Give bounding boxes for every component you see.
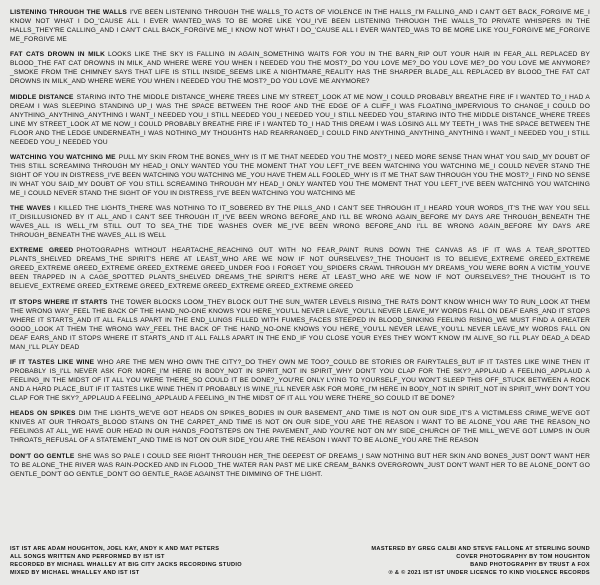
song-lyrics: STARING INTO THE MIDDLE DISTANCE_WHERE TREES LINE MY STREET_LOOK AT ME NOW_I COULD PROBABLY BREATHE FIRE IF I WANTED TO_I HAD A DREAM I WAS SLEEPING STANDING UP_I WAS THE SPACE BETWEEN THE ROOF AND THE EDGE OF A CLIFF_I WAS FLOATING_IMPERVIOUS TO CHANGE_I COULD DO ANYTHING_ANYTHING_ANYTHING I WANT_I NEEDED YOU_I STILL NEEDED YOU_I NEEDED YOU_I STILL NEEDED YOU_STARING INTO THE MIDDLE DISTANCE_WHERE TREES LINE MY STREET_LOOK AT ME NOW_I COULD PROBABLY BREATHE FIRE IF I WANTED TO_I HAD THIS DREAM I WAS LOSING ALL MY TEETH_I WAS THE SPACE BETWEEN THE FLOOR AND THE LEDGE UNDERNEATH_I WAS NOTHING_MY THOUGHTS HAD REARRANGED_I COULD FIND ANYTHING_ANYTHING_ANYTHING I WANT_I NEEDED YOU_I STILL NEEDED YOU_I NEEDED YOU: [10, 93, 590, 146]
song-title: MIDDLE DISTANCE: [10, 93, 74, 101]
credit-line: RECORDED BY MICHAEL WHALLEY AT BIG CITY JACKS RECORDING STUDIO: [10, 561, 242, 568]
song-title: IT STOPS WHERE IT STARTS: [10, 298, 108, 306]
song-extreme-greed: [10, 246, 590, 291]
song-lyrics: DIM THE LIGHTS_WE'VE GOT HEADS ON SPIKES_BODIES IN OUR BASEMENT_AND TIME IS NOT ON OUR SIDE_IT'S A VICTIMLESS CRIME_WE'VE GOT KNIVES AT OUR THROATS_BLOOD STAINS ON THE CARPET_AND TIME IS NOT ON OUR SIDE_YOU ARE THE REASON I WANT TO BE ALONE_YOU ARE THE REASON_NO FEELINGS AT ALL_WE HAVE OUR HEAD IN OUR HANDS_FOOTSTEPS ON THE PAVEMENT_AND YOU'RE NOT ON MY SIDE_CHURCH OF THE MILL_WE'VE GOT LUMPS IN OUR THROATS_REFUSAL OF A STATEMENT_AND TIME IS NOT ON OUR SIDE_YOU ARE THE REASON I WANT TO BE ALONE_YOU ARE THE REASON: [10, 410, 591, 445]
credits-right: [371, 546, 590, 578]
song-lyrics: PULL MY SKIN FROM THE BONES_WHY IS IT ME THAT NEEDED YOU THE MOST?_I NEED MORE SENSE THAN WHAT YOU SAID_MY DOUBT OF THIS STILL SCREAMING THROUGH MY HEAD_I ONLY WANTED YOU THE MOMENT THAT YOU LEFT_I'VE BEEN WATCHING YOU WATCHING ME_I COULD NEVER STAND THE SIGHT OF YOU IN DISTRESS_I'VE BEEN WATCHING YOU WATCHING ME_YOU HAVE THEM ALL FOOLED_WHY IS IT ME THAT SAW THROUGH YOU THE MOST?_I FIND NO SENSE IN WHAT YOU SAID_MY DOUBT OF YOU STILL SCREAMING THROUGH MY HEAD_I ONLY WANTED YOU THE MOMENT THAT YOU LEFT_I'VE BEEN WATCHING YOU WATCHING ME_I COULD NEVER STAND THE SIGHT OF YOU IN DISTRESS_I'VE BEEN WATCHING YOU WATCHING ME: [10, 153, 591, 197]
song-lyrics: SHE WAS SO PALE I COULD SEE RIGHT THROUGH HER_THE DEEPEST OF DREAMS_I SAW NOTHING BUT HER SKIN AND BONES_JUST DON'T WANT HER TO BE ALONE_THE RIVER WAS RAIN-POCKED AND IN FLOOD_THE WATER RAN PAST ME LIKE CREAM_BANKS OVERGROWN_JUST DON'T WANT HER TO BE ALONE_DON'T GO GENTLE_DON'T GO GENTLE_DON'T GO GENTLE_RAGE AGAINST THE DIMMING OF THE LIGHT.: [10, 452, 590, 478]
credit-line: ALL SONGS WRITTEN AND PERFORMED BY IST IST: [10, 553, 165, 560]
song-lyrics: LOOKS LIKE THE SKY IS FALLING IN AGAIN_SOMETHING WAITS FOR YOU IN THE BARN_RIP OUT YOUR HAIR IN FEAR_ALL REPLACED BY BLOOD_THE FAT CAT DROWNS IN MILK_AND WHERE WERE YOU WHEN I NEEDED YOU THE MOST?_DO YOU LOVE ME?_DO YOU LOVE ME?_DO YOU LOVE ME ANYMORE?_SMOKE FROM THE CHIMNEY SAYS THAT LIFE IS STILL INSIDE_SEEMS LIKE A NIGHTMARE_REALITY HAS THE SHARPER BLADE_ALL REPLACED BY BLOOD_THE FAT CAT DROWNS IN MILK_AND WHERE WERE YOU WHEN I NEEDED YOU THE MOST?_DO YOU LOVE ME ANYMORE?: [10, 51, 590, 86]
song-heads-on-spikes: [10, 409, 590, 445]
song-watching-you-watching-me: [10, 153, 590, 198]
song-title: THE WAVES: [10, 205, 51, 213]
song-the-waves: [10, 204, 590, 240]
credits-left: [10, 546, 242, 578]
credit-line: MIXED BY MICHAEL WHALLEY AND IST IST: [10, 569, 140, 576]
song-it-stops-where-it-starts: [10, 298, 590, 352]
song-lyrics: WHO ARE THE MEN WHO OWN THE CITY?_DO THEY OWN ME TOO?_COULD BE STORIES OR FAIRYTALES_BUT IF IT TASTES LIKE WINE THEN IT PROBABLY IS_I'LL NEVER ASK FOR MORE_I'M HERE IN BODY_NOT IN SPIRIT_NOT IN SPIRIT_WHY DON'T YOU CLAP FOR THE SKY?_APPLAUD A FEELING_APPLAUD A FEELING_IN THE MIDST OF IT ALL YOU WERE THERE_SO COULD IT BE DONE?_YOU'RE ONLY LYING TO YOURSELF_YOU WON'T SLEEP THIS OFF_STUCK BETWEEN A ROCK AND A HARD PLACE_BUT IF IT TASTES LIKE WINE THEN IT PROBABLY IS WINE_I'LL NEVER ASK FOR MORE_I'M HERE IN BODY_NOT IN SPIRIT_NOT IN SPIRIT_WHY DON'T YOU CLAP FOR THE SKY?_APPLAUD A FEELING_APPLAUD A FEELING_IN THE MIDST OF IT ALL YOU WERE THERE_SO COULD IT BE DONE?: [10, 359, 590, 403]
song-title: FAT CATS DROWN IN MILK: [10, 51, 106, 59]
song-lyrics: THE TOWER BLOCKS LOOM_THEY BLOCK OUT THE SUN_WATER LEVELS RISING_THE RATS DON'T KNOW WHICH WAY TO RUN_LOOK AT THEM THE WRONG WAY_FEEL THE BACK OF THE HAND_NO-ONE KNOWS YOU HERE_YOU'LL NEVER LEAVE_YOU'LL NEVER LEAVE_MY WORDS FALL ON DEAF EARS_AND IT STOPS WHERE IT STARTS_AND IT ALL FALLS APART IN THE END_LUNGS FILLED WITH FUMES_FACES STEEPED IN BLOOD_SINKING FEELING RISING_WE MUST FIND A GREATER GOOD_LOOK AT THEM THE WRONG WAY_FEEL THE BACK OF THE HAND_NO-ONE KNOWS YOU HERE_YOU'LL NEVER LEAVE_YOU'LL NEVER LEAVE_MY WORDS FALL ON DEAF EARS_AND IT STOPS WHERE IT STARTS_AND IT ALL FALLS APART IN THE END_IF YOU CLOSE YOUR EYES THEY WON'T KNOW I'M ALIVE_SO I'LL PLAY DEAD_A DEAD MAN_I'LL PLAY DEAD: [10, 298, 590, 351]
song-middle-distance: [10, 93, 590, 147]
song-title: IF IT TASTES LIKE WINE: [10, 359, 95, 367]
song-lyrics: I KILLED THE LIGHTS_THERE WAS NOTHING TO IT_SOBERED BY THE PILLS_AND I CAN'T SEE THROUGH IT_I HEARD YOUR WORDS_IT'S THE WAY YOU SELL IT_DISILLUSIONED BY IT ALL_AND I CAN'T SEE THROUGH IT_I'VE BEEN WRONG BEFORE_AND I'LL BE WRONG AGAIN_BEFORE MY DAYS ARE THROUGH_BENEATH THE WAVES_ALL IS WELL_I'M STILL OUT TO SEA_THE TIDE WASHES OVER ME_I'VE BEEN WRONG BEFORE_AND I'LL BE WRONG AGAIN_BEFORE MY DAYS ARE THROUGH_BENEATH THE WAVES_ALL IS WELL: [10, 205, 590, 240]
song-title: HEADS ON SPIKES: [10, 410, 76, 418]
credit-line: IST IST ARE ADAM HOUGHTON, JOEL KAY, ANDY K AND MAT PETERS: [10, 546, 220, 552]
song-title: WATCHING YOU WATCHING ME: [10, 153, 116, 161]
song-listening-through-the-walls: [10, 8, 590, 44]
song-dont-go-gentle: [10, 452, 590, 479]
credit-line: COVER PHOTOGRAPHY BY TOM HOUGHTON: [456, 553, 590, 560]
song-lyrics: I'VE BEEN LISTENING THROUGH THE WALLS_TO ACTS OF VIOLENCE IN THE HALLS_I'M FALLING_AND I CAN'T GET BACK_FORGIVE ME_I KNOW NOT WHAT I DO_'CAUSE ALL I EVER WANTED_WAS TO BE MORE LIKE YOU_I'VE BEEN LISTENING THROUGH THE WALLS_TO PRIVATE WHISPERS IN THE HALLS_THEY'RE CALLING_AND I CAN'T CALL BACK_FORGIVE ME_I KNOW NOT WHAT I DO_'CAUSE ALL I EVER WANTED_WAS TO BE MORE LIKE YOU_FORGIVE ME_FORGIVE ME_FORGIVE ME: [10, 9, 590, 43]
song-title: DON'T GO GENTLE: [10, 452, 75, 460]
credit-line: MASTERED BY GREG CALBI AND STEVE FALLONE AT STERLING SOUND: [371, 546, 590, 552]
song-title: LISTENING THROUGH THE WALLS: [10, 9, 127, 16]
song-title: EXTREME GREED: [10, 247, 74, 255]
song-fat-cats-drown-in-milk: [10, 50, 590, 86]
credit-line: ℗ & © 2021 IST IST UNDER LICENCE TO KIND VIOLENCE RECORDS: [388, 569, 590, 576]
song-if-it-tastes-like-wine: [10, 358, 590, 403]
credit-line: BAND PHOTOGRAPHY BY TRUST A FOX: [470, 561, 590, 568]
song-lyrics: PHOTOGRAPHS WITHOUT HEARTACHE_REACHING OUT WITH NO FEAR_PAINT RUNS DOWN THE CANVAS AS IF IT WAS A TEAR_SPOTTED PLANTS_SHELVED DREAMS_THE SPIRIT'S HERE AT LEAST_WHO ARE WE NOW IF NOT OURSELVES?_THE THOUGHT IS TO BELIEVE_EXTREME GREED_EXTREME GREED_EXTREME GREED_EXTREME GREED_EXTREME GREED_UNDER FOG I FORGET YOU_SPIDERS CRAWL THROUGH MY DREAMS_YOU WERE BORN A VICTIM_YOU'VE BEEN TRAPPED IN A CAGE_SPOTTED PLANTS_SHELVED DREAMS_THE SPIRIT'S HERE AT LEAST_WHO ARE WE NOW IF NOT OURSELVES?_THE THOUGHT IS TO BELIEVE_EXTREME GREED_EXTREME GREED_EXTREME GREED_EXTREME GREED_EXTREME GREED: [10, 247, 590, 291]
credits: [10, 546, 590, 578]
